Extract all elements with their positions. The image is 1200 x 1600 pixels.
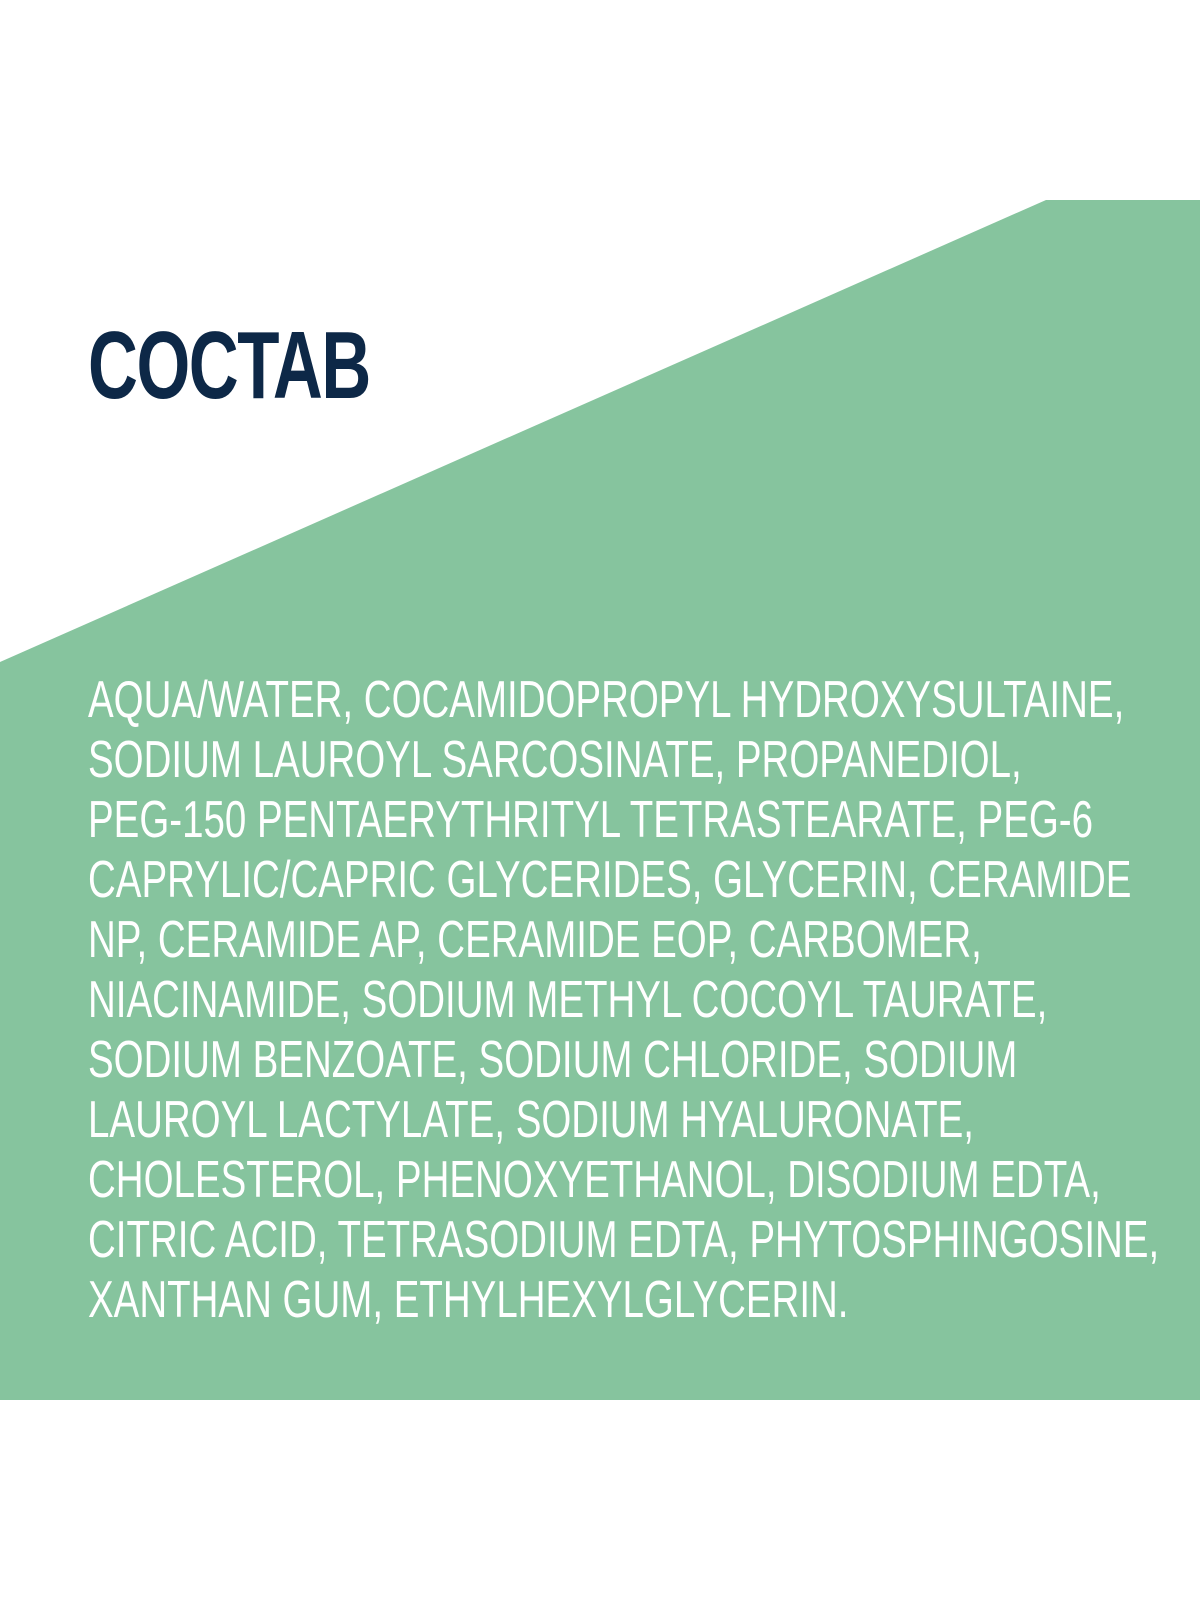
ingredient-line: LAUROYL LACTYLATE, SODIUM HYALURONATE, — [88, 1091, 974, 1149]
ingredient-line: SODIUM LAUROYL SARCOSINATE, PROPANEDIOL, — [88, 731, 1022, 789]
ingredients-list — [88, 670, 1160, 1330]
ingredient-line: CAPRYLIC/CAPRIC GLYCERIDES, GLYCERIN, CERAMIDE — [88, 851, 1132, 909]
ingredient-line: SODIUM BENZOATE, SODIUM CHLORIDE, SODIUM — [88, 1031, 1018, 1089]
ingredient-line: AQUA/WATER, COCAMIDOPROPYL HYDROXYSULTAINE, — [88, 671, 1125, 729]
ingredient-line: NP, CERAMIDE AP, CERAMIDE EOP, CARBOMER, — [88, 911, 982, 969]
ingredient-line: PEG-150 PENTAERYTHRITYL TETRASTEARATE, PEG-6 — [88, 791, 1094, 849]
product-title: COCTAB — [88, 312, 370, 419]
ingredient-line: CITRIC ACID, TETRASODIUM EDTA, PHYTOSPHINGOSINE, — [88, 1211, 1160, 1269]
ingredient-line: CHOLESTEROL, PHENOXYETHANOL, DISODIUM EDTA, — [88, 1151, 1101, 1209]
ingredient-line: XANTHAN GUM, ETHYLHEXYLGLYCERIN. — [88, 1271, 849, 1329]
ingredient-line: NIACINAMIDE, SODIUM METHYL COCOYL TAURATE, — [88, 971, 1048, 1029]
